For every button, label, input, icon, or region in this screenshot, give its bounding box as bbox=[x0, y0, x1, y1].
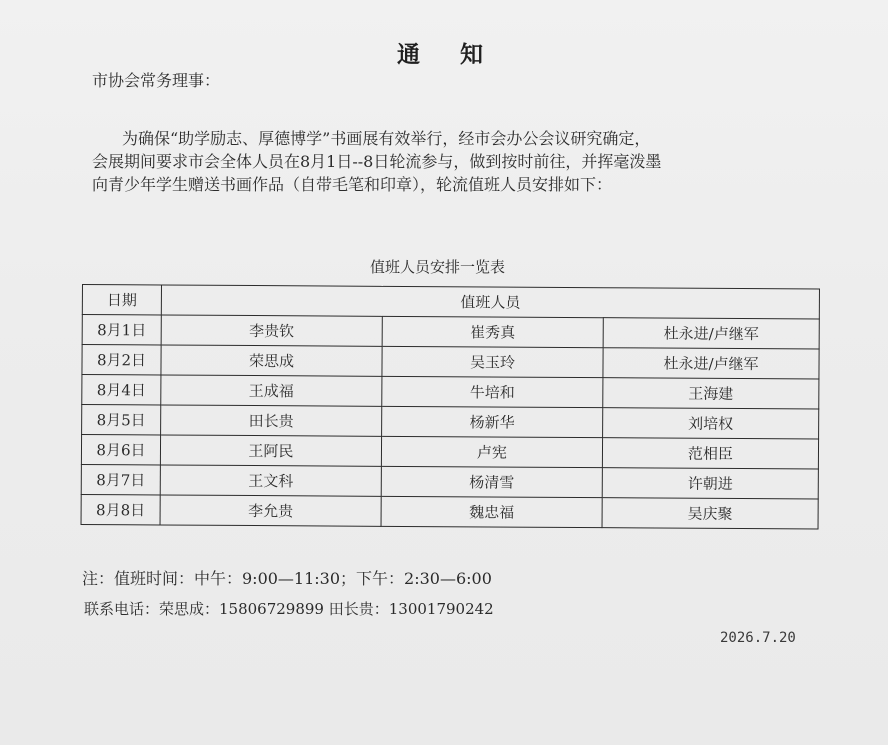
row-date: 8月8日 bbox=[81, 494, 160, 524]
header-staff: 值班人员 bbox=[161, 285, 819, 319]
salutation: 市协会常务理事： bbox=[92, 71, 221, 90]
body-line-1: 为确保“助学励志、厚德博学”书画展有效举行，经市会办公会议研究确定， bbox=[122, 129, 651, 148]
notice-title: 通知 bbox=[397, 41, 523, 68]
table-row bbox=[81, 494, 818, 529]
row-date: 8月5日 bbox=[82, 405, 161, 435]
row-person-2: 崔秀真 bbox=[382, 316, 603, 347]
row-person-1: 王文科 bbox=[160, 465, 381, 496]
table-header-row bbox=[82, 285, 819, 320]
notice-body bbox=[92, 127, 812, 196]
row-date: 8月7日 bbox=[81, 464, 160, 494]
row-person-2: 牛培和 bbox=[382, 376, 603, 407]
row-person-1: 王成福 bbox=[161, 375, 382, 406]
table-row bbox=[82, 345, 819, 380]
row-person-3: 许朝进 bbox=[602, 468, 818, 499]
row-person-1: 李允贵 bbox=[160, 495, 381, 526]
row-person-2: 吴玉玲 bbox=[382, 346, 603, 377]
row-date: 8月2日 bbox=[82, 345, 161, 375]
table-row bbox=[82, 375, 819, 410]
row-person-1: 荣思成 bbox=[161, 345, 382, 376]
row-date: 8月1日 bbox=[82, 315, 161, 345]
table-caption: 值班人员安排一览表 bbox=[370, 258, 506, 276]
row-person-3: 范相臣 bbox=[602, 438, 818, 469]
row-date: 8月4日 bbox=[82, 375, 161, 405]
schedule-table bbox=[81, 284, 820, 530]
contact-info: 联系电话：荣思成：15806729899 田长贵：13001790242 bbox=[84, 600, 494, 618]
row-person-2: 卢宪 bbox=[381, 436, 602, 467]
row-person-1: 田长贵 bbox=[161, 405, 382, 436]
row-person-1: 王阿民 bbox=[160, 435, 381, 466]
table-row bbox=[82, 405, 819, 440]
table-row bbox=[82, 315, 819, 350]
table-row bbox=[81, 464, 818, 499]
row-date: 8月6日 bbox=[81, 435, 160, 465]
row-person-2: 魏忠福 bbox=[381, 496, 602, 527]
row-person-2: 杨新华 bbox=[382, 406, 603, 437]
body-line-2: 会展期间要求市会全体人员在8月1日--8日轮流参与，做到按时前往，并挥毫泼墨 bbox=[92, 152, 662, 171]
duty-time-note: 注：值班时间：中午：9:00—11:30；下午：2:30—6:00 bbox=[82, 569, 492, 588]
row-person-2: 杨清雪 bbox=[381, 466, 602, 497]
row-person-3: 王海建 bbox=[603, 378, 819, 409]
row-person-3: 吴庆聚 bbox=[602, 498, 818, 529]
row-person-1: 李贵钦 bbox=[161, 315, 382, 346]
table-row bbox=[81, 435, 818, 470]
body-line-3: 向青少年学生赠送书画作品（自带毛笔和印章），轮流值班人员安排如下： bbox=[92, 175, 613, 194]
issue-date: 2026.7.20 bbox=[720, 630, 796, 646]
row-person-3: 刘培权 bbox=[603, 408, 819, 439]
row-person-3: 杜永进/卢继军 bbox=[603, 318, 819, 349]
header-date: 日期 bbox=[82, 285, 161, 315]
row-person-3: 杜永进/卢继军 bbox=[603, 348, 819, 379]
